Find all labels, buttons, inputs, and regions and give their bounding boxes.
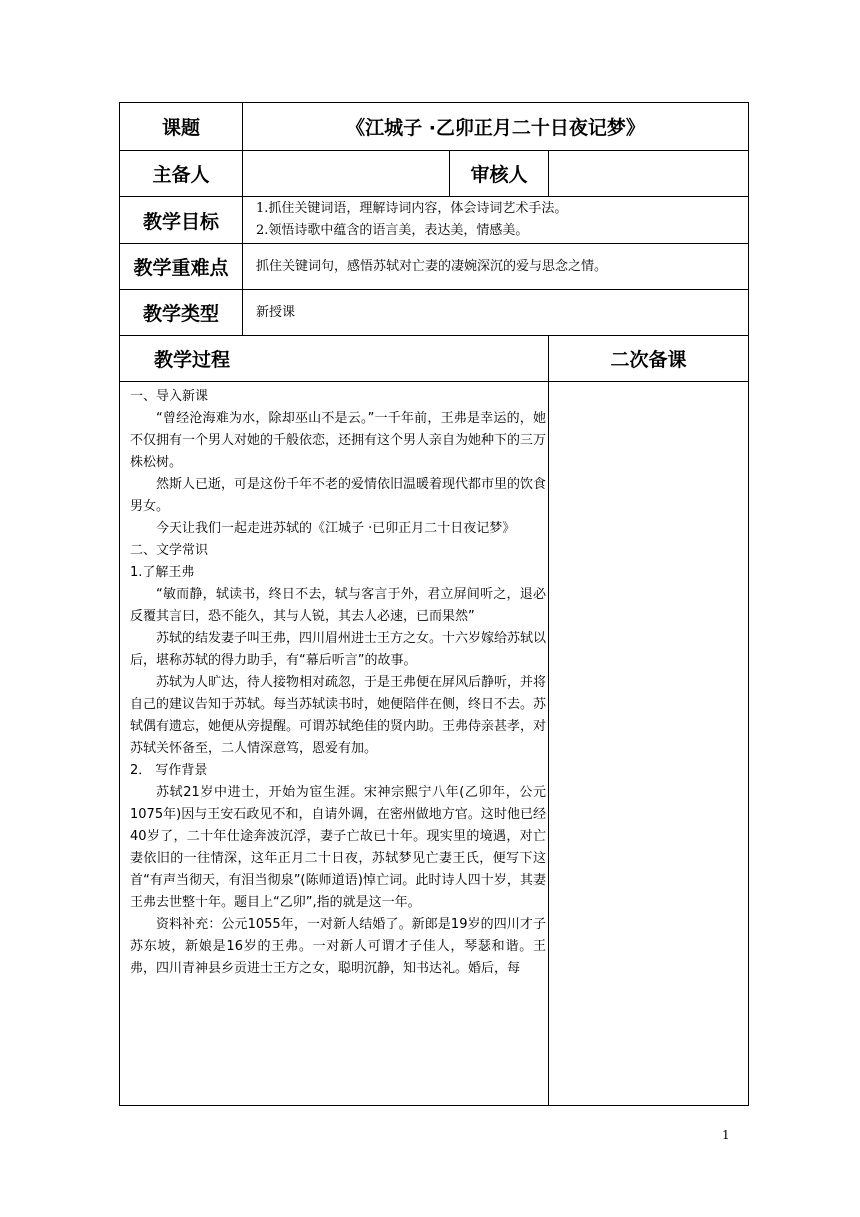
goal-item: 1.抓住关键词语，理解诗词内容，体会诗词艺术手法。	[256, 201, 568, 216]
process-header-row	[120, 336, 749, 382]
section-2-paragraph: 苏轼的结发妻子叫王弗，四川眉州进士王方之女。十六岁嫁给苏轼以后，堪称苏轼的得力助手，有“幕后听言”的故事。	[130, 631, 547, 668]
goal-row	[120, 197, 749, 244]
second-prep-label: 二次备课	[549, 336, 749, 382]
section-1-paragraph: “曾经沧海难为水，除却巫山不是云。”一千年前，王弗是幸运的，她不仅拥有一个男人对她的千般依恋，还拥有这个男人亲自为她种下的三万株松树。	[130, 411, 547, 470]
section-2-paragraph: 苏轼21岁中进士，开始为宦生涯。宋神宗熙宁八年(乙卯年，公元1075年)因与王安石政见不和，自请外调，在密州做地方官。这时他已经40岁了，二十年仕途奔波沉浮，妻子亡故已十年。现实里的境遇，对亡妻依旧的一往情深，这年正月二十日夜，苏轼梦见亡妻王氏，便写下这首“有声当彻天，有泪当彻泉”(陈师道语)悼亡词。此时诗人四十岁，其妻王弗去世整十年。题目上“乙卯”,指的就是这一年。	[130, 785, 546, 910]
second-prep-cell	[549, 382, 749, 1106]
goal-item: 2.领悟诗歌中蕴含的语言美，表达美，情感美。	[256, 223, 529, 238]
preparer-label: 主备人	[120, 151, 243, 197]
key-value: 抓住关键词句，感悟苏轼对亡妻的凄婉深沉的爱与思念之情。	[243, 244, 749, 290]
topic-row	[120, 103, 749, 151]
topic-value: 《江城子 ·乙卯正月二十日夜记梦》	[243, 103, 749, 151]
goal-label: 教学目标	[120, 197, 243, 244]
process-body-row	[120, 382, 749, 1106]
section-2-subtitle: 2． 写作背景	[130, 763, 208, 778]
type-value: 新授课	[243, 290, 749, 336]
process-label: 教学过程	[120, 336, 549, 382]
section-1-paragraph: 今天让我们一起走进苏轼的《江城子 ·已卯正月二十日夜记梦》	[156, 521, 516, 536]
reviewer-value	[549, 151, 749, 197]
preparer-value	[243, 151, 450, 197]
process-content-cell	[120, 382, 549, 1106]
topic-label: 课题	[120, 103, 243, 151]
lesson-plan-table	[119, 102, 749, 1106]
goal-value	[243, 197, 749, 244]
key-row	[120, 244, 749, 290]
section-2-subtitle: 1.了解王弗	[130, 565, 195, 580]
section-1-paragraph: 然斯人已逝，可是这份千年不老的爱情依旧温暖着现代都市里的饮食男女。	[130, 477, 547, 514]
section-2-paragraph: 资料补充：公元1055年，一对新人结婚了。新郎是19岁的四川才子苏东坡，新娘是16岁的王弗。一对新人可谓才子佳人，琴瑟和谐。王弗，四川青神县乡贡进士王方之女，聪明沉静，知书达礼。婚后，每	[130, 917, 546, 976]
process-content	[120, 382, 548, 1105]
section-2-paragraph: “敏而静，轼读书，终日不去，轼与客言于外，君立屏间听之，退必反覆其言曰，恐不能久，其与人锐，其去人必速，已而果然”	[130, 587, 546, 624]
type-row	[120, 290, 749, 336]
reviewer-label: 审核人	[450, 151, 549, 197]
preparer-row	[120, 151, 749, 197]
section-2-title: 二、文学常识	[130, 543, 209, 558]
page-number: 1	[722, 1128, 730, 1142]
key-label: 教学重难点	[120, 244, 243, 290]
section-1-title: 一、导入新课	[130, 389, 209, 404]
section-2-paragraph: 苏轼为人旷达，待人接物相对疏忽，于是王弗便在屏风后静听，并将自己的建议告知于苏轼。每当苏轼读书时，她便陪伴在侧，终日不去。苏轼偶有遗忘，她便从旁提醒。可谓苏轼绝佳的贤内助。王弗侍亲甚孝，对苏轼关怀备至，二人情深意笃，恩爱有加。	[130, 675, 547, 756]
type-label: 教学类型	[120, 290, 243, 336]
